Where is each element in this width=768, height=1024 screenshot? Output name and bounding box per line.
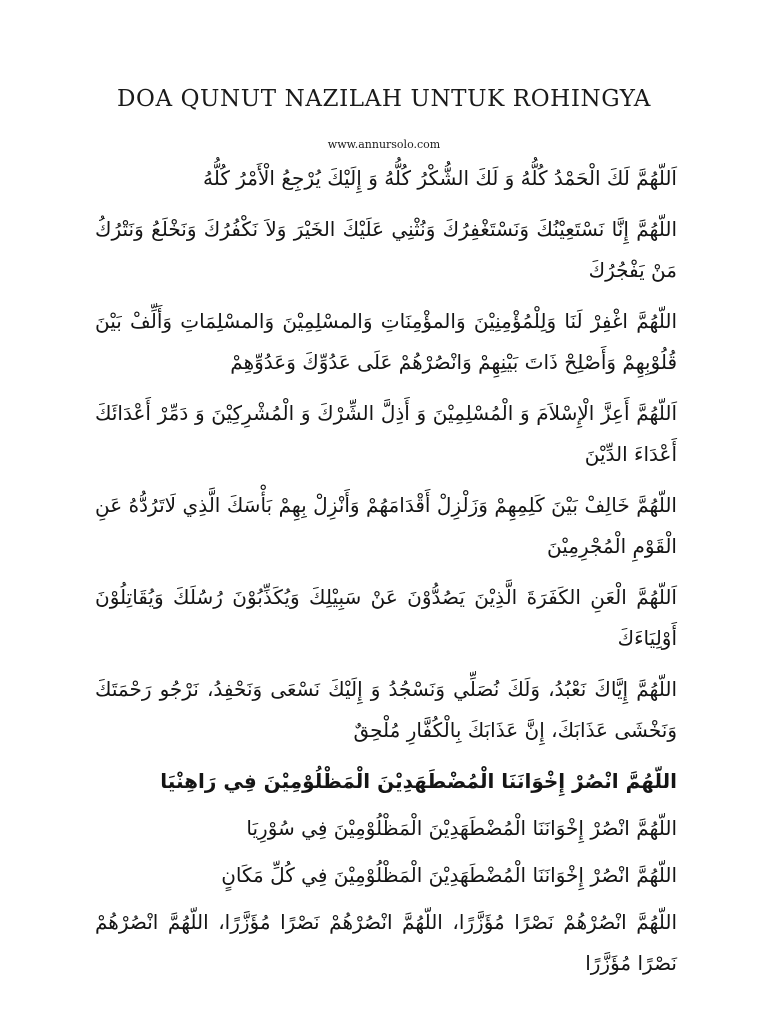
prayer-paragraph-6: اَللّهُمَّ الْعَنِ الكَفَرَةَ الَّذِيْنَ يَصُدُّوْنَ عَنْ سَبِيْلِكَ وَيُكَذِّبُوْنَ رُسُلَكَ وَيُقَاتِلُوْنَ أَوْلِيَاءَكَ <box>95 585 677 650</box>
prayer-paragraph-7: اللّهُمَّ إِيَّاكَ نَعْبُدُ، وَلَكَ نُصَلِّي وَنَسْجُدُ وَ إِلَيْكَ نَسْعَى وَنَحْفِدُ، نَرْجُو رَحْمَتَكَ وَنَخْشَى عَذَابَكَ، إِنَّ عَذَابَكَ بِالْكُفَّارِ مُلْحِقٌ <box>95 677 677 742</box>
prayer-paragraph-1: اَللّهُمَّ لَكَ الْحَمْدُ كُلُّهُ وَ لَكَ الشُّكْرُ كُلُّهُ وَ إِلَيْكَ يُرْجِعُ الْأَمْرُ كُلُّهُ <box>203 166 677 190</box>
prayer-paragraph-8: اللّهُمَّ انْصُرْ إِخْوَانَنَا الْمُضْطَهَدِيْنَ الْمَظْلُوْمِيْنَ فِي رَاهِنْيَا <box>160 769 677 793</box>
prayer-paragraph-9: اللّهُمَّ انْصُرْ إِخْوَانَنَا الْمُضْطَهَدِيْنَ الْمَظْلُوْمِيْنَ فِي سُوْرِيَا <box>246 816 677 840</box>
prayer-paragraph-5: اللّهُمَّ خَالِفْ بَيْنَ كَلِمِهِمْ وَزَلْزِلْ أَقْدَامَهُمْ وَأَنْزِلْ بِهِمْ بَأْسَكَ الَّذِي لَاتَرُدُّهُ عَنِ الْقَوْمِ الْمُجْرِمِيْنَ <box>95 493 677 558</box>
prayer-text <box>95 158 677 990</box>
prayer-paragraph-2: اللّهُمَّ إِنَّا نَسْتَعِيْنُكَ وَنَسْتَغْفِرُكَ وَنُثْنِي عَلَيْكَ الخَيْرَ وَلاَ نَكْفُرُكَ وَنَخْلَعُ وَنَتْرُكُ مَنْ يَفْجُرُكَ <box>95 217 677 282</box>
prayer-paragraph-10: اللّهُمَّ انْصُرْ إِخْوَانَنَا الْمُضْطَهَدِيْنَ الْمَظْلُوْمِيْنَ فِي كُلِّ مَكَانٍ <box>221 863 677 887</box>
page-title: DOA QUNUT NAZILAH UNTUK ROHINGYA <box>116 86 651 112</box>
prayer-paragraph-11: اللّهُمَّ انْصُرْهُمْ نَصْرًا مُؤَزَّرًا، اللّهُمَّ انْصُرْهُمْ نَصْرًا مُؤَزَّرًا، اللّهُمَّ انْصُرْهُمْ نَصْرًا مُؤَزَّرًا <box>95 910 677 975</box>
website-url: www.annursolo.com <box>327 138 441 151</box>
prayer-paragraph-4: اَللّهُمَّ أَعِزَّ الْإِسْلاَمَ وَ الْمُسْلِمِيْنَ وَ أَذِلَّ الشِّرْكَ وَ الْمُشْرِكِيْنَ وَ دَمِّرْ أَعْدَائَكَ أَعْدَاءَ الدِّيْنَ <box>95 401 677 466</box>
prayer-paragraph-3: اللّهُمَّ اغْفِرْ لَنَا وَلِلْمُؤْمِنِيْنَ وَالمؤْمِنَاتِ وَالمسْلِمِيْنَ وَالمسْلِمَاتِ وَأَلِّفْ بَيْنَ قُلُوْبِهِمْ وَأَصْلِحْ ذَاتَ بَيْنِهِمْ وَانْصُرْهُمْ عَلَى عَدُوِّكَ وَعَدُوِّهِمْ <box>95 309 677 374</box>
